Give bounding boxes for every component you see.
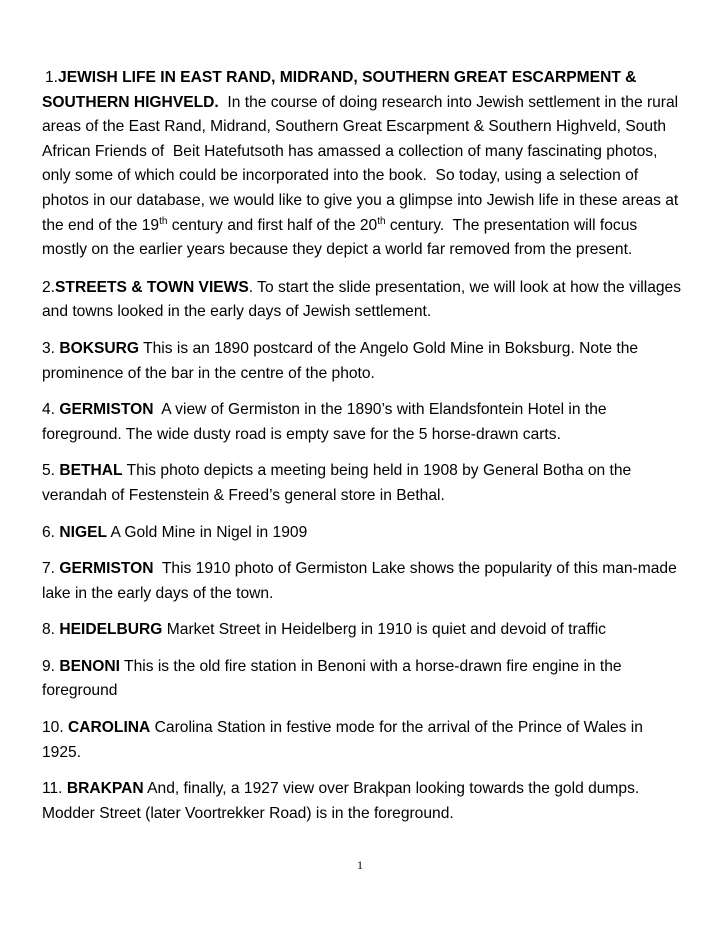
paragraph-8 — [42, 618, 682, 643]
paragraph-text: Market Street in Heidelberg in 1910 is quiet and devoid of traffic — [162, 621, 606, 639]
paragraph-1 — [42, 66, 682, 263]
paragraph-number: 4. — [42, 401, 60, 419]
paragraph-title: HEIDELBURG — [59, 621, 163, 639]
paragraph-text: This photo depicts a meeting being held in 1908 by General Botha on the verandah of Festenstein & Freed’s general store in Bethal. — [42, 462, 632, 504]
paragraph-text: century and first half of the 20 — [167, 216, 378, 234]
paragraph-text: This is an 1890 postcard of the Angelo Gold Mine in Boksburg. Note the prominence of the bar in the centre of the photo. — [42, 339, 639, 382]
paragraph-10 — [42, 716, 682, 765]
paragraph-text: And, finally, a 1927 view over Brakpan looking towards the gold dumps. Modder Street (later Voortrekker Road) is in the foreground. — [42, 780, 640, 822]
paragraph-text: A Gold Mine in Nigel in 1909 — [107, 523, 308, 541]
paragraph-title: GERMISTON — [59, 401, 154, 419]
paragraph-title: JEWISH LIFE IN EAST RAND, MIDRAND, SOUTHERN GREAT ESCARPMENT & SOUTHERN HIGHVELD. — [42, 69, 637, 111]
superscript-th: th — [159, 215, 168, 227]
paragraph-text: This 1910 photo of Germiston Lake shows the popularity of this man-made lake in the early days of the town. — [42, 560, 682, 602]
paragraph-11 — [42, 777, 682, 826]
paragraph-title: BETHAL — [59, 462, 123, 480]
paragraph-number: 3. — [42, 339, 60, 357]
paragraph-text: A view of Germiston in the 1890’s with Elandsfontein Hotel in the foreground. The wide dusty road is empty save for the 5 horse-drawn carts. — [42, 401, 611, 443]
paragraph-5 — [42, 459, 682, 508]
paragraph-title: BOKSURG — [59, 339, 140, 357]
paragraph-title: GERMISTON — [59, 560, 154, 578]
paragraph-4 — [42, 398, 682, 447]
paragraph-3 — [42, 337, 682, 386]
paragraph-title: BENONI — [59, 657, 120, 675]
page-number: 1 — [357, 858, 363, 872]
paragraph-number: 1. — [45, 69, 59, 86]
paragraph-2 — [42, 276, 682, 325]
paragraph-number: 8. — [42, 621, 60, 639]
paragraph-title: CAROLINA — [68, 719, 151, 737]
paragraph-7 — [42, 557, 682, 606]
paragraph-number: 7. — [42, 560, 60, 578]
document-body — [42, 66, 682, 838]
paragraph-text: Carolina Station in festive mode for the arrival of the Prince of Wales in 1925. — [42, 719, 643, 761]
paragraph-title: NIGEL — [59, 523, 107, 541]
paragraph-number: 2. — [42, 278, 56, 296]
paragraph-number: 11. — [42, 780, 67, 798]
paragraph-9 — [42, 655, 682, 704]
paragraph-text: This is the old fire station in Benoni with a horse-drawn fire engine in the foreground — [42, 657, 622, 700]
paragraph-title: STREETS & TOWN VIEWS — [55, 278, 249, 296]
paragraph-text: . To start the slide presentation, we will look at how the villages and towns looked in the early days of Jewish settlement. — [42, 278, 682, 321]
superscript-th: th — [377, 215, 386, 227]
paragraph-title: BRAKPAN — [66, 780, 144, 798]
paragraph-number: 5. — [42, 462, 60, 480]
paragraph-6 — [42, 521, 682, 546]
paragraph-number: 6. — [42, 523, 60, 541]
paragraph-text: In the course of doing research into Jewish settlement in the rural areas of the East Rand, Midrand, Southern Great Escarpment & Southern Highveld, South African Friends of Beit Hatefutsoth has amassed a collection of many fascinating photos, only some of which could be incorporated into the book. So today, using a selection of photos in our database, we would like to give you a glimpse into Jewish life in these areas at the end of the 19 — [42, 93, 683, 234]
paragraph-number: 10. — [42, 719, 69, 737]
paragraph-text: century. The presentation will focus mostly on the earlier years because they depict a world far removed from the present. — [42, 216, 642, 259]
paragraph-number: 9. — [42, 657, 60, 675]
